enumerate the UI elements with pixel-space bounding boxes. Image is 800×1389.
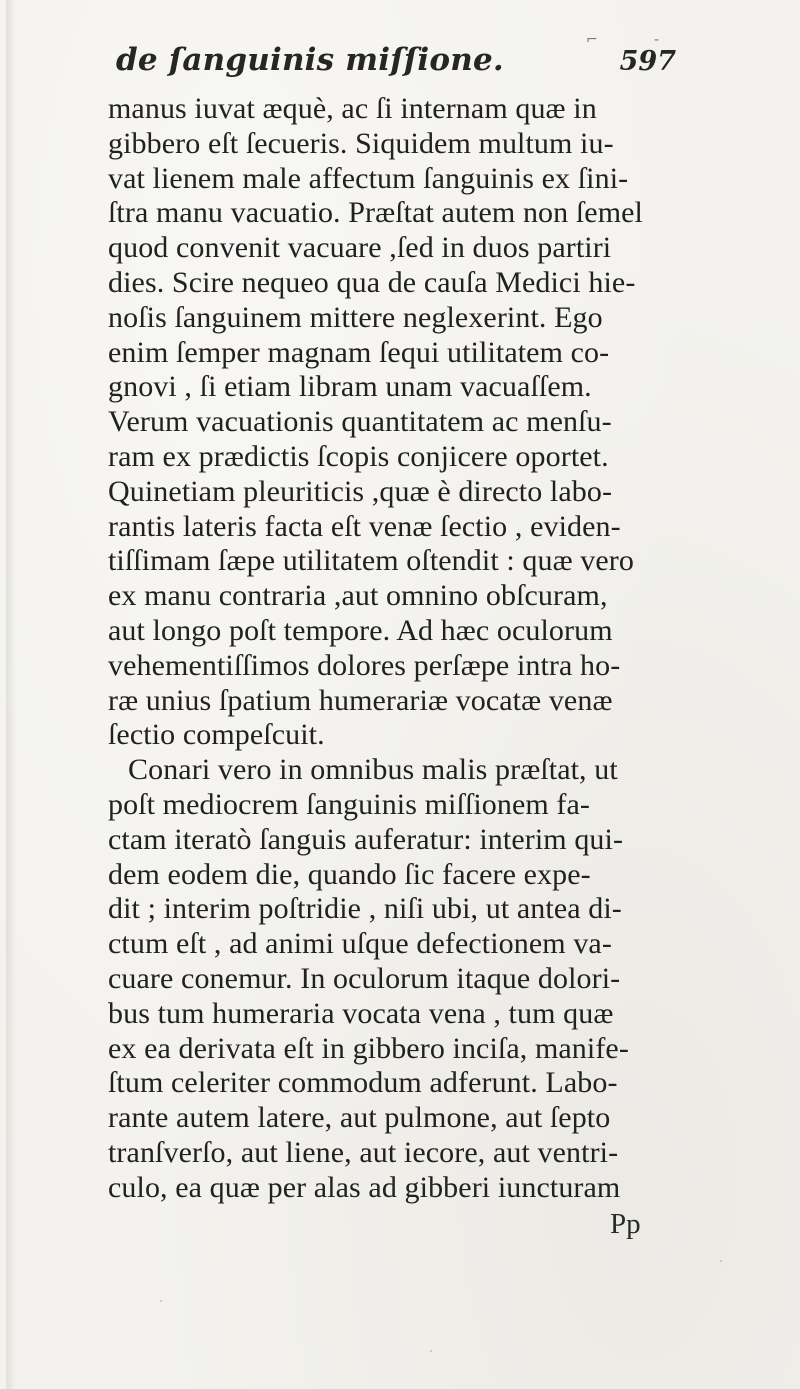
text-line: culo, ea quæ per alas ad gibberi iuncturam [108,1170,621,1204]
text-line: manus iuvat æquè, ac ſi internam quæ in [108,92,597,125]
text-line: Quinetiam pleuriticis ,quæ è directo labo- [108,474,613,508]
text-line: rante autem latere, aut pulmone, aut ſepto [108,1101,611,1135]
text-line: Conari vero in omnibus malis præſtat, ut [128,753,618,787]
signature-mark: Pp [610,1208,641,1240]
text-line: poſt mediocrem ſanguinis miſſionem fa- [108,787,591,821]
text-line: aut longo poſt tempore. Ad hæc oculorum [108,613,613,647]
text-line: ctum eſt , ad animi uſque defectionem va- [108,927,612,961]
text-line: tiſſimam ſæpe utilitatem oſtendit : quæ vero [108,544,635,578]
text-line: noſis ſanguinem mittere neglexerint. Ego [108,300,603,334]
text-line: enim ſemper magnam ſequi utilitatem co- [108,335,610,369]
text-line: gibbero eſt ſecueris. Siquidem multum iu- [108,126,614,160]
body-text [108,92,688,1206]
print-mark: ⌐ [586,32,598,48]
text-line: tranſverſo, aut liene, aut iecore, aut ventri- [108,1135,619,1169]
print-mark: - [654,32,660,48]
text-line: cuare conemur. In oculorum itaque dolori- [108,961,621,995]
paper-speck [430,1350,432,1352]
text-line: Verum vacuationis quantitatem ac menſu- [108,405,612,439]
page-fold-shadow [6,0,16,1389]
text-line: dit ; interim poſtridie , niſi ubi, ut antea di- [108,892,622,926]
text-line: ctam iteratò ſanguis auferatur: interim qui- [108,822,624,856]
text-line: ræ unius ſpatium humerariæ vocatæ venæ [108,683,613,717]
running-head [116,32,676,86]
text-line: ex ea derivata eſt in gibbero inciſa, manife- [108,1031,629,1065]
text-line: gnovi , ſi etiam libram unam vacuaſſem. [108,370,592,404]
text-line: ſectio compeſcuit. [108,718,325,752]
text-line: ſtra manu vacuatio. Præſtat autem non ſemel [108,196,643,230]
text-line: ſtum celeriter commodum adferunt. Labo- [108,1066,618,1100]
paper-speck [160,1300,162,1302]
text-line: bus tum humeraria vocata vena , tum quæ [108,996,614,1030]
text-line: dem eodem die, quando ſic facere expe- [108,857,591,891]
text-line: dies. Scire nequeo qua de cauſa Medici hie- [108,265,636,299]
text-line: vat lienem male affectum ſanguinis ex ſini- [108,161,629,195]
text-line: rantis lateris facta eſt venæ ſectio , eviden- [108,509,621,543]
text-line: quod convenit vacuare ,ſed in duos partiri [108,231,612,265]
page-number: 597 [619,46,676,77]
running-title: de ſanguinis miſſione. [116,42,504,78]
text-line: ex manu contraria ,aut omnino obſcuram, [108,579,608,613]
paper-speck [720,1260,722,1262]
text-line: vehementiſſimos dolores perſæpe intra ho- [108,648,621,682]
text-line: ram ex prædictis ſcopis conjicere oportet. [108,439,609,473]
